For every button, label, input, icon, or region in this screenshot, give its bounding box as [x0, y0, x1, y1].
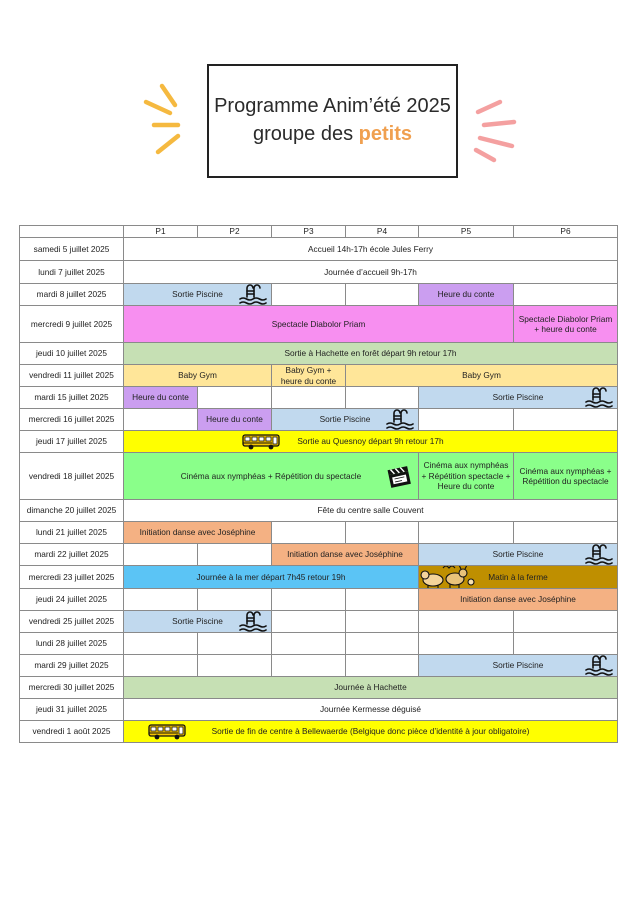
empty-cell	[346, 522, 419, 544]
empty-cell	[198, 633, 272, 655]
pool-ladder-icon	[585, 544, 613, 566]
activity-label: Journée à Hachette	[334, 682, 407, 693]
activity-cell	[124, 677, 618, 699]
activity-cell	[124, 611, 272, 633]
pool-ladder-icon	[585, 655, 613, 677]
day-label: lundi 7 juillet 2025	[20, 261, 124, 284]
day-label: mercredi 9 juillet 2025	[20, 306, 124, 343]
activity-cell	[346, 365, 618, 387]
table-row	[20, 453, 618, 500]
activity-label: Cinéma aux nymphéas + Répétition spectacle + Heure du conte	[421, 460, 511, 492]
sun-burst-right-decoration	[466, 98, 522, 164]
table-row	[20, 522, 618, 544]
day-label: jeudi 24 juillet 2025	[20, 589, 124, 611]
table-row	[20, 611, 618, 633]
table-row	[20, 655, 618, 677]
header-cell-p6: P6	[514, 226, 618, 238]
empty-cell	[514, 284, 618, 306]
activity-label: Fête du centre salle Couvent	[317, 505, 424, 516]
title-frame	[207, 64, 458, 178]
farm-animals-icon	[419, 566, 475, 589]
day-label: vendredi 1 août 2025	[20, 721, 124, 743]
day-label: vendredi 11 juillet 2025	[20, 365, 124, 387]
header-cell-p2: P2	[198, 226, 272, 238]
activity-label: Initiation danse avec Joséphine	[287, 549, 403, 560]
activity-label: Heure du conte	[206, 414, 263, 425]
activity-cell	[272, 365, 346, 387]
day-label: jeudi 31 juillet 2025	[20, 699, 124, 721]
page-subtitle	[209, 123, 456, 146]
page-title: Programme Anim’été 2025	[214, 95, 451, 117]
activity-cell	[124, 238, 618, 261]
empty-cell	[346, 655, 419, 677]
activity-cell	[124, 306, 514, 343]
empty-cell	[419, 611, 514, 633]
empty-cell	[346, 284, 419, 306]
activity-label: Journée Kermesse déguisé	[319, 704, 421, 715]
activity-label: Journée d’accueil 9h-17h	[324, 266, 417, 277]
empty-cell	[272, 522, 346, 544]
table-row	[20, 544, 618, 566]
activity-cell	[514, 306, 618, 343]
activity-cell	[124, 431, 618, 453]
activity-label: Accueil 14h-17h école Jules Ferry	[308, 243, 433, 254]
empty-cell	[198, 655, 272, 677]
table-row	[20, 721, 618, 743]
activity-label: Cinéma aux nymphéas + Répétition du spectacle	[519, 465, 612, 486]
empty-cell	[124, 544, 198, 566]
empty-cell	[198, 387, 272, 409]
day-label: lundi 21 juillet 2025	[20, 522, 124, 544]
table-row	[20, 589, 618, 611]
activity-label: Heure du conte	[132, 392, 189, 403]
activity-label: Sortie Piscine	[492, 660, 544, 671]
activity-cell	[124, 365, 272, 387]
activity-cell	[124, 453, 419, 500]
empty-cell	[346, 611, 419, 633]
activity-label: Matin à la ferme	[488, 571, 548, 582]
activity-label: Heure du conte	[437, 289, 495, 300]
activity-cell	[419, 589, 618, 611]
header-cell-day	[20, 226, 124, 238]
activity-label: Cinéma aux nymphéas + Répétition du spectacle	[180, 470, 362, 481]
sun-burst-left-decoration	[140, 80, 200, 162]
activity-cell	[419, 655, 618, 677]
table-row	[20, 365, 618, 387]
activity-cell	[419, 453, 514, 500]
activity-label: Spectacle Diabolor Priam + heure du conte	[518, 313, 613, 334]
empty-cell	[198, 544, 272, 566]
activity-cell	[124, 500, 618, 522]
table-row	[20, 387, 618, 409]
activity-cell	[124, 343, 618, 365]
empty-cell	[272, 655, 346, 677]
activity-label: Journée à la mer départ 7h45 retour 19h	[196, 571, 346, 582]
activity-label: Baby Gym + heure du conte	[280, 365, 337, 386]
activity-cell	[198, 409, 272, 431]
empty-cell	[346, 589, 419, 611]
table-row	[20, 238, 618, 261]
activity-label: Initiation danse avec Joséphine	[139, 527, 256, 538]
activity-cell	[419, 387, 618, 409]
empty-cell	[514, 611, 618, 633]
activity-cell	[124, 566, 419, 589]
activity-cell	[419, 566, 618, 589]
empty-cell	[198, 589, 272, 611]
activity-label: Sortie au Quesnoy départ 9h retour 17h	[297, 436, 444, 447]
empty-cell	[124, 589, 198, 611]
activity-cell	[124, 699, 618, 721]
activity-cell	[124, 387, 198, 409]
empty-cell	[514, 633, 618, 655]
activity-label: Sortie Piscine	[172, 289, 223, 300]
table-row	[20, 500, 618, 522]
bus-icon	[148, 724, 186, 742]
day-label: jeudi 17 juillet 2025	[20, 431, 124, 453]
activity-label: Sortie à Hachette en forêt départ 9h retour 17h	[284, 348, 457, 359]
activity-cell	[419, 284, 514, 306]
day-label: mardi 8 juillet 2025	[20, 284, 124, 306]
header-cell-p5: P5	[419, 226, 514, 238]
empty-cell	[346, 633, 419, 655]
table-row	[20, 409, 618, 431]
header-cell-p1: P1	[124, 226, 198, 238]
activity-cell	[272, 544, 419, 566]
subtitle-accent: petits	[358, 123, 412, 145]
day-label: samedi 5 juillet 2025	[20, 238, 124, 261]
pool-ladder-icon	[239, 611, 267, 633]
empty-cell	[419, 409, 514, 431]
day-label: mercredi 30 juillet 2025	[20, 677, 124, 699]
table-row	[20, 343, 618, 365]
activity-label: Initiation danse avec Joséphine	[460, 594, 576, 605]
pool-ladder-icon	[386, 409, 414, 431]
empty-cell	[124, 409, 198, 431]
activity-cell	[124, 721, 618, 743]
activity-label: Sortie Piscine	[492, 549, 544, 560]
empty-cell	[419, 522, 514, 544]
empty-cell	[514, 409, 618, 431]
day-label: mardi 22 juillet 2025	[20, 544, 124, 566]
activity-label: Baby Gym	[462, 370, 501, 381]
table-row	[20, 431, 618, 453]
activity-cell	[124, 261, 618, 284]
empty-cell	[272, 589, 346, 611]
empty-cell	[272, 633, 346, 655]
pool-ladder-icon	[239, 284, 267, 306]
schedule-table	[19, 225, 618, 743]
pool-ladder-icon	[585, 387, 613, 409]
day-label: mardi 15 juillet 2025	[20, 387, 124, 409]
day-label: vendredi 25 juillet 2025	[20, 611, 124, 633]
table-row	[20, 566, 618, 589]
table-row	[20, 284, 618, 306]
empty-cell	[272, 387, 346, 409]
table-row	[20, 677, 618, 699]
activity-label: Sortie Piscine	[172, 616, 223, 627]
activity-cell	[419, 544, 618, 566]
table-row	[20, 699, 618, 721]
bus-icon	[242, 434, 280, 452]
day-label: jeudi 10 juillet 2025	[20, 343, 124, 365]
empty-cell	[346, 387, 419, 409]
table-row	[20, 633, 618, 655]
activity-label: Baby Gym	[178, 370, 217, 381]
empty-cell	[124, 655, 198, 677]
empty-cell	[272, 611, 346, 633]
table-row	[20, 261, 618, 284]
day-label: vendredi 18 juillet 2025	[20, 453, 124, 500]
day-label: mercredi 16 juillet 2025	[20, 409, 124, 431]
header-cell-p4: P4	[346, 226, 419, 238]
table-header-row	[20, 226, 618, 238]
header-cell-p3: P3	[272, 226, 346, 238]
activity-cell	[514, 453, 618, 500]
activity-cell	[124, 522, 272, 544]
activity-label: Sortie Piscine	[319, 414, 371, 425]
activity-label: Sortie de fin de centre à Bellewaerde (Belgique donc pièce d’identité à jour obligatoire)	[211, 726, 530, 737]
activity-label: Sortie Piscine	[492, 392, 544, 403]
subtitle-prefix: groupe des	[253, 123, 359, 145]
day-label: mercredi 23 juillet 2025	[20, 566, 124, 589]
activity-label: Spectacle Diabolor Priam	[271, 318, 366, 329]
empty-cell	[419, 633, 514, 655]
day-label: mardi 29 juillet 2025	[20, 655, 124, 677]
clapperboard-icon	[386, 463, 412, 491]
empty-cell	[124, 633, 198, 655]
empty-cell	[514, 522, 618, 544]
empty-cell	[272, 284, 346, 306]
day-label: dimanche 20 juillet 2025	[20, 500, 124, 522]
activity-cell	[272, 409, 419, 431]
day-label: lundi 28 juillet 2025	[20, 633, 124, 655]
table-row	[20, 306, 618, 343]
activity-cell	[124, 284, 272, 306]
